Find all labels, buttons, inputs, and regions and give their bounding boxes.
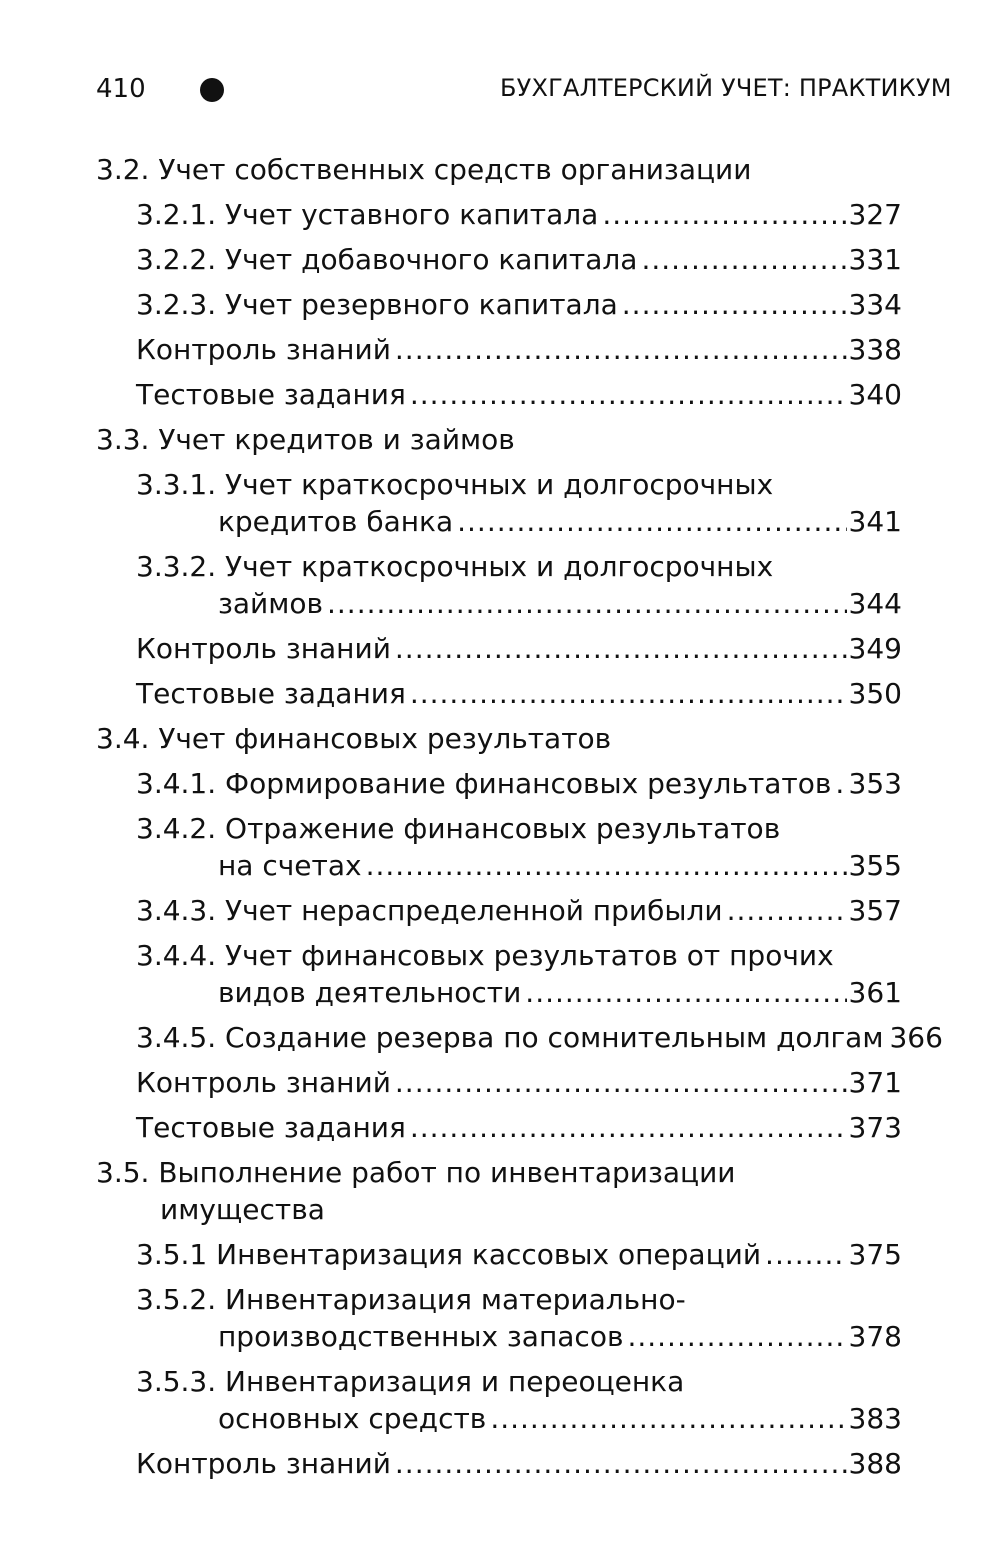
toc-entry-text: 3.4.3. Учет нераспределенной прибыли bbox=[136, 894, 723, 927]
toc-entry-text-cont: кредитов банка bbox=[218, 505, 454, 538]
toc-entry-3-3-1 bbox=[0, 465, 1000, 547]
leader-dots bbox=[410, 1108, 847, 1148]
toc-entry-text: 3.3.2. Учет краткосрочных и долгосрочных bbox=[136, 550, 774, 583]
bullet-icon bbox=[200, 78, 224, 102]
table-of-contents bbox=[0, 150, 1000, 1489]
toc-entry-3-3-control bbox=[0, 629, 1000, 674]
leader-dots bbox=[395, 629, 847, 669]
leader-dots bbox=[765, 1235, 847, 1275]
leader-dots bbox=[641, 240, 846, 280]
toc-entry-text: 3.5.3. Инвентаризация и переоценка bbox=[136, 1365, 685, 1398]
toc-entry-text: Контроль знаний bbox=[136, 632, 391, 665]
toc-entry-3-5-2 bbox=[0, 1280, 1000, 1362]
leader-dots bbox=[602, 195, 846, 235]
toc-entry-3-4-control bbox=[0, 1063, 1000, 1108]
running-title: БУХГАЛТЕРСКИЙ УЧЕТ: ПРАКТИКУМ bbox=[500, 74, 952, 102]
leader-dots bbox=[395, 1063, 847, 1103]
toc-entry-text-cont: производственных запасов bbox=[218, 1320, 624, 1353]
toc-entry-3-4-5 bbox=[0, 1018, 1000, 1063]
toc-page-number: 375 bbox=[848, 1238, 902, 1271]
toc-section-title: 3.3. Учет кредитов и займов bbox=[96, 423, 515, 456]
toc-entry-text: Тестовые задания bbox=[136, 1111, 406, 1144]
toc-page-number: 366 bbox=[889, 1021, 943, 1054]
toc-entry-3-5-3 bbox=[0, 1362, 1000, 1444]
toc-entry-3-4-tests bbox=[0, 1108, 1000, 1153]
toc-page-number: 327 bbox=[848, 198, 902, 231]
toc-entry-3-2-control bbox=[0, 330, 1000, 375]
leader-dots bbox=[490, 1399, 846, 1439]
toc-entry-3-3-2 bbox=[0, 547, 1000, 629]
toc-page-number: 341 bbox=[848, 505, 902, 538]
toc-entry-text: 3.4.2. Отражение финансовых результатов bbox=[136, 812, 781, 845]
toc-page-number: 383 bbox=[848, 1402, 902, 1435]
toc-section-3-5 bbox=[0, 1153, 1000, 1235]
toc-entry-text: Контроль знаний bbox=[136, 1066, 391, 1099]
toc-entry-text-cont: видов деятельности bbox=[218, 976, 522, 1009]
toc-entry-text: Тестовые задания bbox=[136, 677, 406, 710]
toc-page-number: 371 bbox=[848, 1066, 902, 1099]
leader-dots bbox=[395, 330, 847, 370]
toc-entry-3-2-2 bbox=[0, 240, 1000, 285]
toc-page-number: 334 bbox=[848, 288, 902, 321]
toc-entry-text: 3.4.4. Учет финансовых результатов от прочих bbox=[136, 939, 834, 972]
toc-entry-text: 3.4.5. Создание резерва по сомнительным долгам bbox=[136, 1021, 884, 1054]
toc-entry-text-cont: на счетах bbox=[218, 849, 362, 882]
leader-dots bbox=[366, 846, 847, 886]
leader-dots bbox=[622, 285, 847, 325]
toc-entry-3-2-tests bbox=[0, 375, 1000, 420]
leader-dots bbox=[410, 674, 847, 714]
toc-page-number: 357 bbox=[848, 894, 902, 927]
toc-page-number: 349 bbox=[848, 632, 902, 665]
toc-page-number: 350 bbox=[848, 677, 902, 710]
leader-dots bbox=[327, 584, 847, 624]
toc-section-title: 3.4. Учет финансовых результатов bbox=[96, 722, 612, 755]
leader-dots bbox=[627, 1317, 846, 1357]
toc-entry-text: 3.2.3. Учет резервного капитала bbox=[136, 288, 618, 321]
toc-entry-text: Тестовые задания bbox=[136, 378, 406, 411]
toc-section-3-4 bbox=[0, 719, 1000, 764]
toc-page-number: 355 bbox=[848, 849, 902, 882]
toc-section-title: 3.5. Выполнение работ по инвентаризации bbox=[96, 1156, 736, 1189]
toc-page-number: 344 bbox=[848, 587, 902, 620]
leader-dots bbox=[835, 764, 846, 804]
leader-dots bbox=[395, 1444, 847, 1484]
toc-page-number: 378 bbox=[848, 1320, 902, 1353]
toc-entry-text: 3.4.1. Формирование финансовых результатов bbox=[136, 767, 832, 800]
toc-entry-text-cont: займов bbox=[218, 587, 323, 620]
toc-page-number: 361 bbox=[848, 976, 902, 1009]
toc-entry-3-4-2 bbox=[0, 809, 1000, 891]
toc-entry-text: Контроль знаний bbox=[136, 1447, 391, 1480]
toc-entry-3-4-3 bbox=[0, 891, 1000, 936]
toc-section-title-cont: имущества bbox=[160, 1193, 325, 1226]
page-number: 410 bbox=[96, 74, 146, 104]
toc-page-number: 340 bbox=[848, 378, 902, 411]
toc-entry-3-4-4 bbox=[0, 936, 1000, 1018]
leader-dots bbox=[525, 973, 846, 1013]
toc-page-number: 338 bbox=[848, 333, 902, 366]
leader-dots bbox=[727, 891, 847, 931]
toc-entry-text: 3.2.2. Учет добавочного капитала bbox=[136, 243, 638, 276]
toc-entry-3-3-tests bbox=[0, 674, 1000, 719]
toc-entry-text: 3.5.2. Инвентаризация материально- bbox=[136, 1283, 686, 1316]
toc-page-number: 388 bbox=[848, 1447, 902, 1480]
toc-entry-3-5-control bbox=[0, 1444, 1000, 1489]
toc-section-3-3 bbox=[0, 420, 1000, 465]
toc-entry-3-5-1 bbox=[0, 1235, 1000, 1280]
toc-entry-text-cont: основных средств bbox=[218, 1402, 487, 1435]
toc-entry-3-4-1 bbox=[0, 764, 1000, 809]
toc-page-number: 331 bbox=[848, 243, 902, 276]
toc-section-3-2 bbox=[0, 150, 1000, 195]
toc-page-number: 353 bbox=[848, 767, 902, 800]
toc-entry-3-2-3 bbox=[0, 285, 1000, 330]
leader-dots bbox=[410, 375, 847, 415]
toc-page-number: 373 bbox=[848, 1111, 902, 1144]
toc-section-title: 3.2. Учет собственных средств организации bbox=[96, 153, 752, 186]
leader-dots bbox=[457, 502, 846, 542]
toc-entry-text: 3.3.1. Учет краткосрочных и долгосрочных bbox=[136, 468, 774, 501]
toc-entry-text: Контроль знаний bbox=[136, 333, 391, 366]
toc-entry-3-2-1 bbox=[0, 195, 1000, 240]
running-header bbox=[0, 70, 1000, 110]
toc-entry-text: 3.5.1 Инвентаризация кассовых операций bbox=[136, 1238, 762, 1271]
toc-entry-text: 3.2.1. Учет уставного капитала bbox=[136, 198, 599, 231]
